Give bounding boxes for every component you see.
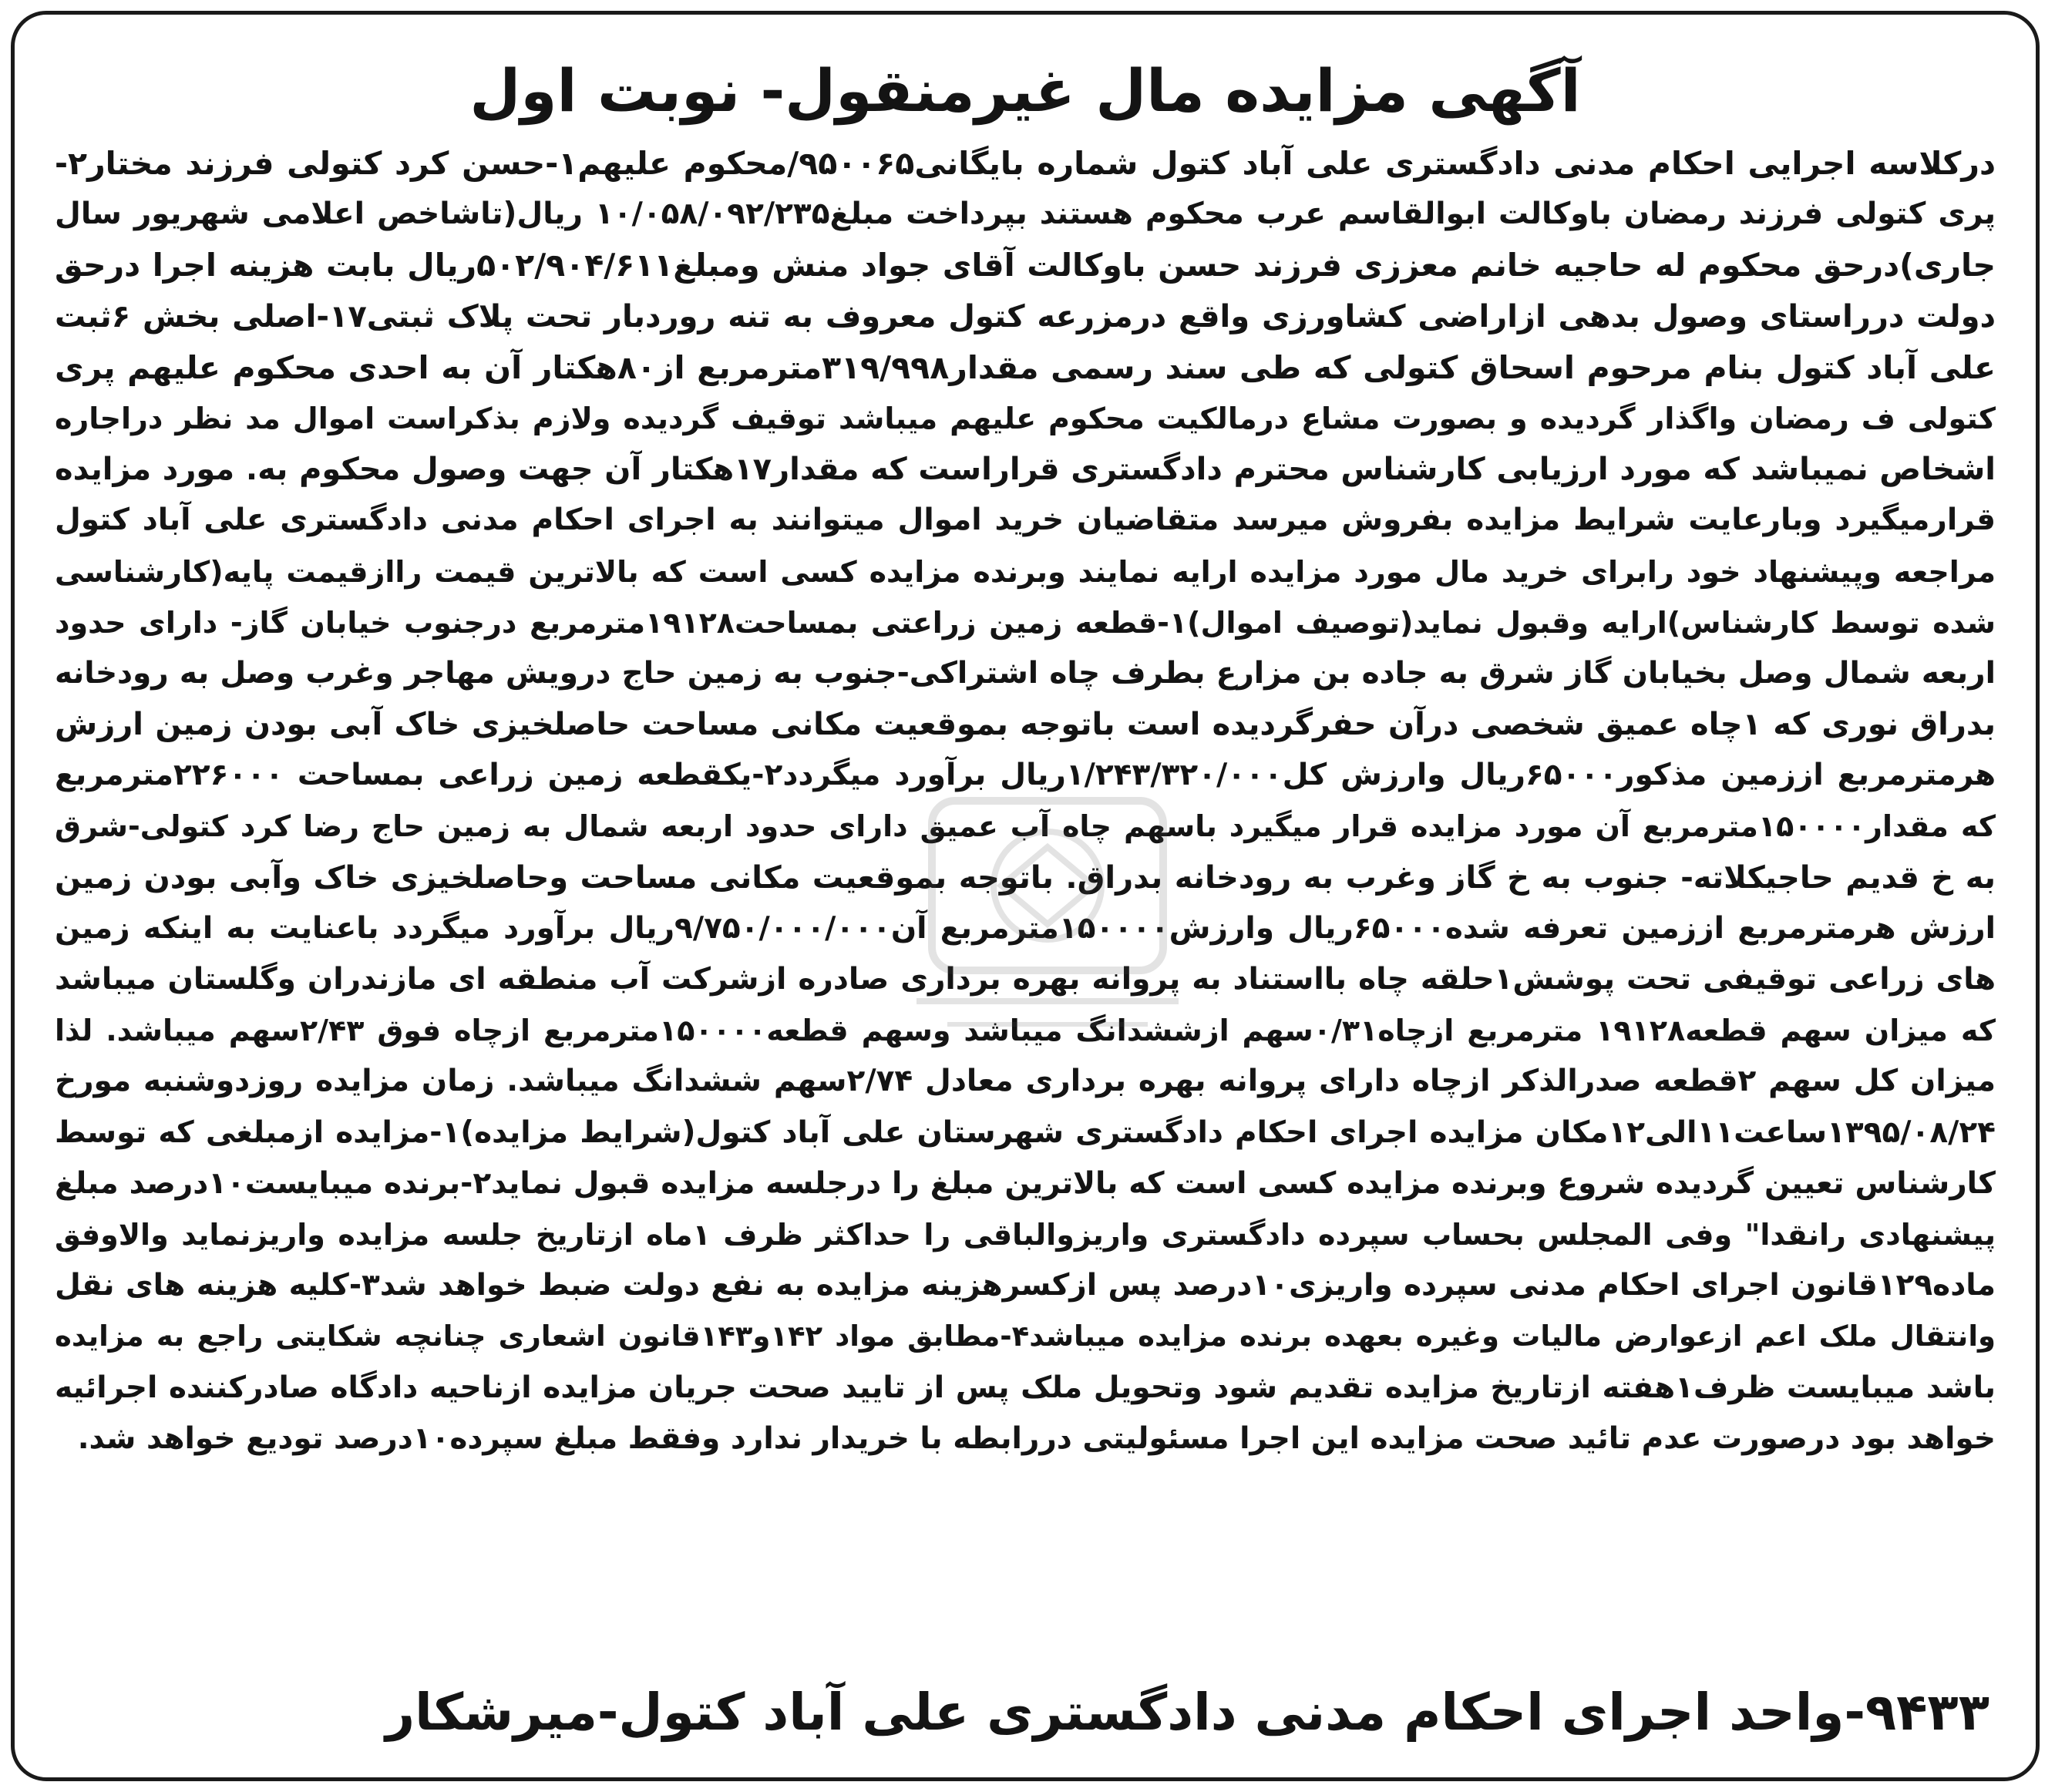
body-line: که مقدار۱۵۰۰۰۰مترمربع آن مورد مزایده قرار میگیرد باسهم چاه آب عمیق دارای حدود اربعه شمال به زمین حاج رضا کرد کتولی-شرق [55,809,1996,844]
body-line: مراجعه وپیشنهاد خود رابرای خرید مال مورد مزایده ارایه نمایند وبرنده مزایده کسی است که بالاترین قیمت راازقیمت پایه(کارشناسی [55,554,1996,589]
body-line: ارزش هرمترمربع اززمین تعرفه شده۶۵۰۰۰ریال وارزش۱۵۰۰۰۰مترمربع آن۹/۷۵۰/۰۰۰/۰۰۰ریال برآورد میگردد باعنایت به اینکه زمین [55,910,1996,946]
body-line: باشد میبایست ظرف۱هفته ازتاریخ مزایده تقدیم شود وتحویل ملک پس از تایید صحت جریان مزایده ازناحیه دادگاه صادرکننده اجرائیه [55,1370,1996,1405]
body-line: پیشنهادی رانقدا" وفی المجلس بحساب سپرده دادگستری واریزوالباقی را حداکثر ظرف ۱ماه ازتاریخ جلسه مزایده واریزنماید والاوفق [55,1217,1996,1252]
body-line: جاری)درحق محکوم له حاجیه خانم معززی فرزند حسن باوکالت آقای جواد منش ومبلغ۵۰۲/۹۰۴/۶۱۱ریال بابت هزینه اجرا درحق [55,247,1996,284]
notice-footer: ۹۴۳۳-واحد اجرای احکام مدنی دادگستری علی آباد کتول-میرشکار [385,1683,1989,1742]
body-line: بدراق نوری که ۱چاه عمیق شخصی درآن حفرگردیده است باتوجه بموقعیت مکانی مساحت حاصلخیزی خاک آبی بودن زمین ارزش [55,707,1996,743]
notice-frame [11,11,2040,1781]
body-line: اشخاص نمیباشد که مورد ارزیابی کارشناس محترم دادگستری قراراست که مقدار۱۷هکتار آن جهت وصول محکوم به. مورد مزایده [55,452,1996,488]
body-line: خواهد بود درصورت عدم تائید صحت مزایده این اجرا مسئولیتی دررابطه با خریدار ندارد وفقط مبلغ سپرده۱۰درصد تودیع خواهد شد. [77,1420,1996,1456]
body-line: به خ قدیم حاجیکلاته- جنوب به خ گاز وغرب به رودخانه بدراق. باتوجه بموقعیت مکانی مساحت وحاصلخیزی خاک وآبی بودن زمین [55,859,1996,896]
body-line: پری کتولی فرزند رمضان باوکالت ابوالقاسم عرب محکوم هستند بپرداخت مبلغ۱۰/۰۵۸/۰۹۲/۲۳۵ ریال(تاشاخص اعلامی شهریور سال [55,197,1996,232]
notice-title: آگهی مزایده مال غیرمنقول- نوبت اول [469,56,1581,125]
body-line: های زراعی توقیفی تحت پوشش۱حلقه چاه بااستناد به پروانه بهره برداری صادره ازشرکت آب منطقه ای مازندران وگلستان میباشد [55,962,1996,997]
notice-body [55,138,1996,1464]
body-line: کتولی ف رمضان واگذار گردیده و بصورت مشاع درمالکیت محکوم علیهم میباشد توقیف گردیده ولازم بذکراست اموال مد نظر دراجاره [55,401,1996,435]
body-line: که میزان سهم قطعه۱۹۱۲۸ مترمربع ازچاه۰/۳۱سهم ازششدانگ میباشد وسهم قطعه۱۵۰۰۰۰مترمربع ازچاه فوق ۲/۴۳سهم میباشد. لذا [55,1014,1996,1048]
body-line: علی آباد کتول بنام مرحوم اسحاق کتولی که طی سند رسمی مقدار۳۱۹/۹۹۸مترمربع از۸۰هکتار آن به احدی محکوم علیهم پری [55,348,1996,386]
body-line: دولت درراستای وصول بدهی ازاراضی کشاورزی واقع درمزرعه کتول معروف به تنه روردبار تحت پلاک ثبتی۱۷-اصلی بخش ۶ثبت [55,298,1996,335]
body-line: قرارمیگیرد وبارعایت شرایط مزایده بفروش میرسد متقاضیان خرید اموال میتوانند به اجرای احکام مدنی دادگستری علی آباد کتول [55,503,1996,538]
body-line: هرمترمربع اززمین مذکور۶۵۰۰۰ریال وارزش کل۱/۲۴۳/۳۲۰/۰۰۰ریال برآورد میگردد۲-یکقطعه زمین زراعی بمساحت ۲۲۶۰۰۰مترمربع [55,758,1996,793]
body-line: شده توسط کارشناس)ارایه وقبول نماید(توصیف اموال)۱-قطعه زمین زراعتی بمساحت۱۹۱۲۸مترمربع درجنوب خیابان گاز- دارای حدود [55,605,1996,640]
body-line: وانتقال ملک اعم ازعوارض مالیات وغیره بعهده برنده مزایده میباشد۴-مطابق مواد ۱۴۲و۱۴۳قانون اشعاری چنانچه شکایتی راجع به مزایده [55,1320,1996,1353]
body-line: ماده۱۲۹قانون اجرای احکام مدنی سپرده واریزی۱۰درصد پس ازکسرهزینه مزایده به نفع دولت ضبط خواهد شد۳-کلیه هزینه های نقل [55,1268,1996,1303]
body-line: کارشناس تعیین گردیده شروع وبرنده مزایده کسی است که بالاترین مبلغ را درجلسه مزایده قبول نماید۲-برنده میبایست۱۰درصد مبلغ [55,1165,1996,1201]
body-line: اربعه شمال وصل بخیابان گاز شرق به جاده بن مزارع بطرف چاه اشتراکی-جنوب به زمین حاج درویش مهاجر وغرب وصل به رودخانه [55,655,1996,691]
body-line: میزان کل سهم ۲قطعه صدرالذکر ازچاه دارای پروانه بهره برداری معادل ۲/۷۴سهم ششدانگ میباشد. زمان مزایده روزدوشنبه مورخ [55,1064,1996,1099]
body-line: درکلاسه اجرایی احکام مدنی دادگستری علی آباد کتول شماره بایگانی۹۵۰۰۶۵/محکوم علیهم۱-حسن کرد کتولی فرزند مختار۲- [55,145,1996,182]
body-line: ۱۳۹۵/۰۸/۲۴ساعت۱۱الی۱۲مکان مزایده اجرای احکام دادگستری شهرستان علی آباد کتول(شرایط مزایده)۱-مزایده ازمبلغی که توسط [55,1115,1996,1150]
